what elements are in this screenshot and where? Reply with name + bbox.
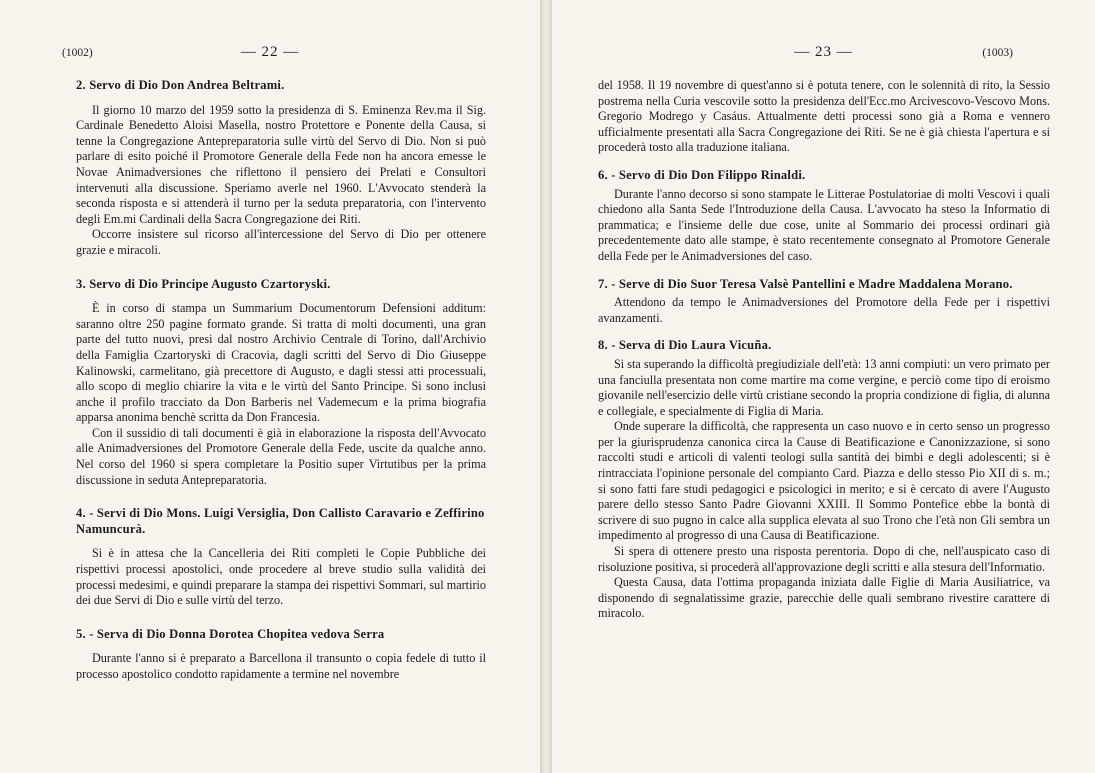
section-title: 4. - Servi di Dio Mons. Luigi Versiglia, Don Callisto Caravario e Zeffirino Namuncurà.	[76, 506, 485, 536]
section-title: 7. - Serve di Dio Suor Teresa Valsè Pantellini e Madre Maddalena Morano.	[598, 276, 1013, 291]
left-page-number: (1002)	[62, 47, 93, 59]
left-folio: — 22 —	[240, 44, 300, 60]
paragraph: È in corso di stampa un Summarium Documentorum Defensioni additum: saranno oltre 250 pagine formato grande. Si tratta di molti documenti, una gran parte del tutto nuovi, presi dal nostro Archivio Centrale di Torino, dall'Archivio della Famiglia Czartoryski di Cracovia, dagli scritti del Servo di Dio Giuseppe Kalinowski, carmelitano, già precettore di Augusto, e dagli stessi atti processuali, allo scopo di meglio chiarire la vita e le virtù del Santo Principe. Si sono inclusi anche il profilo tracciato da Don Barberis nel Vademecum e la prima biografia apparsa anonima benchè scritta da Don Francesia.	[76, 301, 486, 425]
left-page-body	[76, 78, 486, 683]
left-page	[0, 0, 540, 773]
right-folio: — 23 —	[794, 44, 853, 60]
section-title: 2. Servo di Dio Don Andrea Beltrami.	[76, 78, 285, 92]
paragraph: Con il sussidio di tali documenti è già in elaborazione la risposta dell'Avvocato alle Animadversiones del Promotore Generale della Fede, uscite da qualche anno. Nel corso del 1960 si spera completare la Positio super Virtutibus per la prima discussione in seduta Antepreparatoria.	[76, 425, 486, 487]
paragraph: Si sta superando la difficoltà pregiudiziale dell'età: 13 anni compiuti: un vero primato per una fanciulla presentata non come martire ma come vergine, e perciò come tipo di eroismo giovanile nell'esercizio delle virtù cristiane secondo la propria condizione di figlia, di alunna e collegiale, e specialmente di Figlia di Maria.	[598, 356, 1050, 418]
paragraph: Questa Causa, data l'ottima propaganda iniziata dalle Figlie di Maria Ausiliatrice, va disponendo di segnalatissime grazie, parecchie delle quali sembrano rivestire carattere di miracolo.	[598, 575, 1050, 621]
right-page-number: (1003)	[982, 47, 1013, 59]
paragraph: Attendono da tempo le Animadversiones del Promotore della Fede per i rispettivi avanzamenti.	[598, 295, 1050, 325]
left-page-header	[0, 44, 540, 66]
section-title: 8. - Serva di Dio Laura Vicuña.	[598, 338, 772, 353]
paragraph: Si è in attesa che la Cancelleria dei Riti completi le Copie Pubbliche dei rispettivi processi apostolici, onde procedere al breve studio sulla validità dei processi medesimi, e quindi preparare la stampa dei rispettivi Sommari, sul martirio dei due Servi di Dio e sulle virtù del terzo.	[76, 546, 486, 608]
section-title: 3. Servo di Dio Principe Augusto Czartoryski.	[76, 276, 331, 291]
paragraph: Il giorno 10 marzo del 1959 sotto la presidenza di S. Eminenza Rev.ma il Sig. Cardinale Benedetto Aloisi Masella, nostro Protettore e Ponente della Causa, si tenne la Congregazione Antepreparatoria sulle virtù del Servo di Dio. Non si può parlare di esito poiché il Promotore Generale della Fede non ha ancora emesse le Novae Animadversiones che riflettono il pensiero dei Prelati e Consultori intervenuti alla discussione. Speriamo averle nel 1960. L'Avvocato stenderà la seconda risposta e si attenderà il turno per la seduta preparatoria, con l'intervento degli Em.mi Cardinali della Sacra Congregazione dei Riti.	[76, 102, 486, 226]
right-page-header	[552, 44, 1095, 66]
continuation-paragraph: del 1958. Il 19 novembre di quest'anno si è potuta tenere, con le solennità di rito, la Sessio postrema nella Curia vescovile sotto la presidenza dell'Ecc.mo Arcivescovo-Vescovo Mons. Gregorio Modrego y Casáus. Attualmente detti processi sono già a Roma e vennero ufficialmente presentati alla Sacra Congregazione dei Riti. Se ne è già chiesta l'apertura e si procederà tosto alla traduzione italiana.	[598, 78, 1050, 155]
paragraph: Occorre insistere sul ricorso all'intercessione del Servo di Dio per ottenere grazie e miracoli.	[76, 227, 486, 257]
right-page-body	[598, 78, 1050, 622]
right-page	[552, 0, 1095, 773]
book-gutter	[540, 0, 552, 773]
paragraph: Si spera di ottenere presto una risposta perentoria. Dopo di che, nell'auspicato caso di risoluzione positiva, si procederà all'approvazione degli scritti e alla stesura dell'Informatio.	[598, 544, 1050, 574]
paragraph: Onde superare la difficoltà, che rappresenta un caso nuovo e in certo senso un progresso per la giurisprudenza canonica circa la Cause di Beatificazione e Canonizzazione, si sono raccolti studi e articoli di valenti teologi sulla santità dei bimbi e degli adolescenti; si è rintracciata l'opinione personale del compianto Card. Piazza e dello stesso Pio XII di s. m.; si sono fatti fare studi pedagogici e psicologici in merito; e si è cercato di avere l'Augusto parere dello stesso Santo Padre Giovanni XXIII. Il Sommo Pontefice ebbe la bontà di scrivere di suo pugno in calce alla supplica elevata al suo Trono che l'età non Gli sembra un impedimento al progresso di una Causa di Beatificazione.	[598, 419, 1050, 543]
section-title: 6. - Servo di Dio Don Filippo Rinaldi.	[598, 167, 806, 182]
paragraph: Durante l'anno decorso si sono stampate le Litterae Postulatoriae di molti Vescovi i quali chiedono alla Santa Sede l'Introduzione della Causa. L'avvocato ha steso la Informatio di prammatica; e l'insieme delle due cose, unite al Sommario dei processi ordinari già precedentemente dato alle stampe, è stato recentemente consegnato al Promotore Generale della Fede per le Animadversiones del caso.	[598, 186, 1050, 263]
section-title: 5. - Serva di Dio Donna Dorotea Chopitea vedova Serra	[76, 626, 385, 641]
paragraph: Durante l'anno si è preparato a Barcellona il transunto o copia fedele di tutto il processo apostolico condotto rapidamente a termine nel novembre	[76, 651, 486, 681]
